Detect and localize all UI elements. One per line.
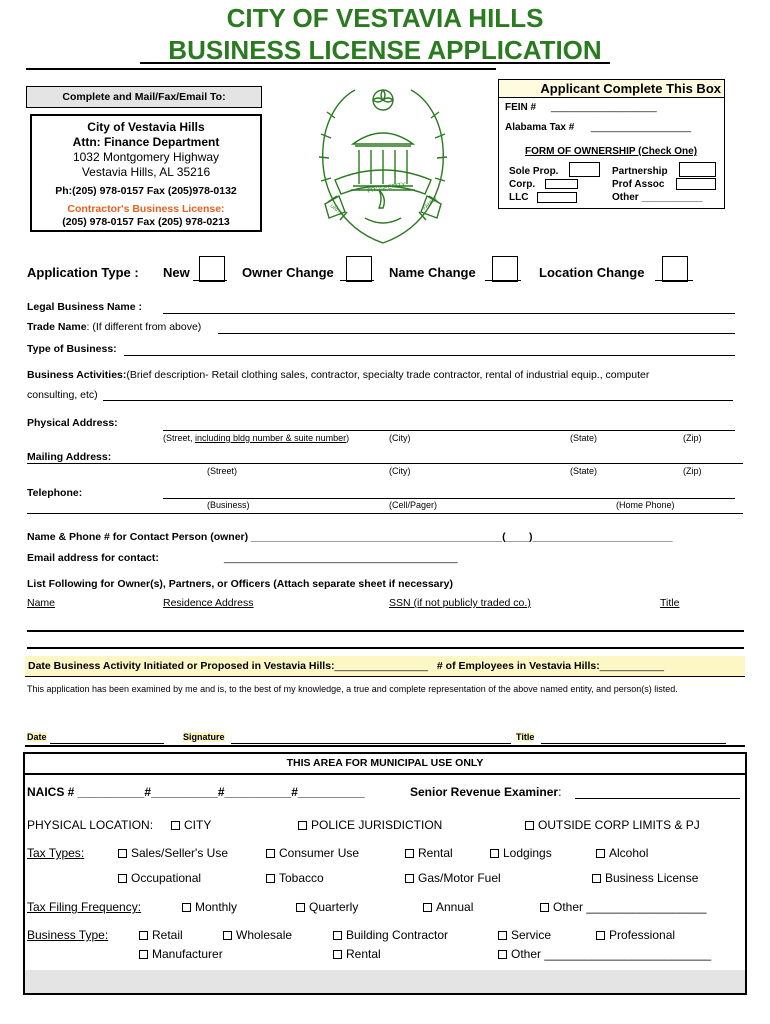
loc-police-option[interactable] (298, 818, 442, 832)
filing-other-label: Other __________________ (553, 900, 707, 914)
filing-annual-option[interactable] (423, 900, 473, 914)
tax-alcohol-label: Alcohol (609, 846, 649, 860)
bt-professional-checkbox[interactable] (596, 931, 605, 940)
trade-name-label (27, 321, 201, 333)
legal-name-label: Legal Business Name : (27, 301, 142, 313)
sole-prop-label: Sole Prop. (509, 166, 559, 177)
cert-title-field[interactable] (541, 743, 726, 744)
mail-box-header-text: Complete and Mail/Fax/Email To: (62, 91, 226, 103)
corp-label: Corp. (509, 179, 536, 190)
seal-ribbon-right: FAMILY (421, 195, 440, 212)
tax-business-license-option[interactable] (592, 871, 698, 885)
loc-city-checkbox[interactable] (171, 821, 180, 830)
filing-quarterly-checkbox[interactable] (296, 903, 305, 912)
owners-col-ssn: SSN (if not publicly traded co.) (389, 597, 531, 609)
llc-checkbox[interactable] (537, 192, 577, 203)
tax-tobacco-checkbox[interactable] (266, 874, 275, 883)
tax-consumer-checkbox[interactable] (266, 849, 275, 858)
trade-name-label-rest: : (If different from above) (86, 321, 202, 333)
physical-zip-caption: (Zip) (683, 433, 702, 443)
bt-wholesale-label: Wholesale (236, 928, 293, 942)
street-incl-post: ) (346, 433, 350, 443)
municipal-footer-band (25, 970, 745, 993)
date-initiated-field[interactable]: ________________ (334, 660, 428, 672)
bt-other-checkbox[interactable] (498, 950, 507, 959)
app-type-name-line (485, 280, 521, 281)
naics-field[interactable]: NAICS # __________#__________#__________#__________ (27, 785, 365, 799)
mail-attn: Attn: Finance Department (72, 135, 220, 149)
bt-rental-label: Rental (346, 947, 381, 961)
fein-field[interactable]: ___________________ (551, 102, 657, 113)
cert-title-label: Title (516, 732, 535, 742)
email-field[interactable]: ________________________________________ (224, 552, 458, 564)
loc-city-label: CITY (184, 818, 212, 832)
other-ownership[interactable]: Other ___________ (612, 192, 703, 203)
city-seal-icon (305, 78, 461, 248)
bt-service-label: Service (511, 928, 552, 942)
header-rule (26, 68, 496, 70)
physical-state-caption: (State) (570, 433, 598, 443)
app-type-new-checkbox[interactable] (199, 256, 225, 282)
app-type-location-line (655, 280, 693, 281)
fein-label: FEIN # (505, 102, 537, 113)
dates-row (25, 656, 745, 676)
loc-police-checkbox[interactable] (298, 821, 307, 830)
alabama-tax-label: Alabama Tax # (505, 122, 575, 133)
filing-monthly-option[interactable] (182, 900, 237, 914)
bt-service-option[interactable] (498, 928, 551, 942)
type-of-business-field[interactable] (124, 355, 735, 356)
loc-outside-option[interactable] (525, 818, 700, 832)
physical-city-caption: (City) (389, 433, 411, 443)
bt-rental-option[interactable] (333, 947, 381, 961)
mail-box-header (26, 86, 262, 108)
mail-city: Vestavia Hills, AL 35216 (81, 165, 211, 179)
bt-retail-checkbox[interactable] (139, 931, 148, 940)
mailing-zip-caption: (Zip) (683, 466, 702, 476)
tax-tobacco-option[interactable] (266, 871, 324, 885)
street-incl-pre: (Street, (163, 433, 196, 443)
tax-lodgings-label: Lodgings (503, 846, 552, 860)
type-of-business-label: Type of Business: (27, 343, 117, 355)
mailing-address-field[interactable] (27, 463, 743, 464)
municipal-header-text: THIS AREA FOR MUNICIPAL USE ONLY (286, 757, 484, 769)
seal-ribbon-left: UNITY (328, 203, 344, 218)
employees-field[interactable]: ___________ (599, 660, 664, 672)
tax-filing-label: Tax Filing Frequency: (27, 900, 142, 914)
certification-text: This application has been examined by me and is, to the best of my knowledge, a true and complete representation of the above named entity, and person(s) listed. (27, 684, 678, 694)
mail-phone: Ph:(205) 978-0157 Fax (205)978-0132 (55, 185, 237, 197)
tax-occupational-option[interactable] (118, 871, 201, 885)
mail-city-name: City of Vestavia Hills (87, 120, 205, 134)
tax-gas-option[interactable] (405, 871, 501, 885)
senior-examiner: Senior Revenue Examiner: (410, 785, 562, 799)
cell-phone-caption: (Cell/Pager) (389, 500, 438, 510)
senior-examiner-field[interactable] (575, 798, 740, 799)
title-underline (140, 62, 610, 64)
seal-ribbon-text: PROSPERITY (366, 182, 407, 195)
bt-professional-label: Professional (609, 928, 676, 942)
dates-rule (25, 676, 745, 677)
bt-building-option[interactable] (333, 928, 448, 942)
bt-building-label: Building Contractor (346, 928, 449, 942)
filing-other-option[interactable] (540, 900, 706, 914)
business-activities-cont: consulting, etc) (27, 389, 98, 401)
bt-manufacturer-label: Manufacturer (152, 947, 223, 961)
cert-date-label: Date (27, 732, 47, 742)
date-initiated-label: Date Business Activity Initiated or Proposed in Vestavia Hills: (28, 660, 335, 672)
app-type-name-change-checkbox[interactable] (492, 256, 518, 282)
tax-gas-checkbox[interactable] (405, 874, 414, 883)
owners-row-1[interactable] (27, 630, 744, 632)
mailing-street-caption: (Street) (207, 466, 238, 476)
filing-annual-checkbox[interactable] (423, 903, 432, 912)
owners-col-title: Title (660, 597, 680, 609)
trade-name-field[interactable] (218, 333, 735, 334)
physical-location-label: PHYSICAL LOCATION: (27, 818, 154, 832)
loc-city-option[interactable] (171, 818, 211, 832)
app-type-location-change-label: Location Change (539, 265, 645, 280)
app-type-owner-line (340, 280, 374, 281)
partnership-checkbox[interactable] (679, 162, 716, 177)
app-type-new-label: New (163, 265, 190, 280)
prof-assoc-checkbox[interactable] (676, 178, 716, 190)
bt-wholesale-checkbox[interactable] (223, 931, 232, 940)
app-type-new-line (193, 280, 227, 281)
sole-prop-checkbox[interactable] (569, 162, 600, 177)
owners-row-2[interactable] (27, 647, 744, 649)
app-type-owner-change-label: Owner Change (242, 265, 334, 280)
bt-manufacturer-option[interactable] (139, 947, 223, 961)
loc-outside-label: OUTSIDE CORP LIMITS & PJ (538, 818, 700, 832)
employees-label: # of Employees in Vestavia Hills: (436, 660, 600, 672)
business-type-text: Business Type (27, 928, 105, 942)
bt-other-label: Other _________________________ (511, 947, 712, 961)
filing-quarterly-option[interactable] (296, 900, 358, 914)
llc-label: LLC (509, 192, 529, 203)
ownership-title: FORM OF OWNERSHIP (Check One) (525, 146, 698, 157)
bt-retail-option[interactable] (139, 928, 183, 942)
mailing-city-caption: (City) (389, 466, 411, 476)
business-activities-label (27, 369, 649, 381)
tax-business-license-checkbox[interactable] (592, 874, 601, 883)
business-activities-rest: (Brief description- Retail clothing sales, contractor, specialty trade contractor, rental of industrial equip., computer (126, 369, 650, 381)
loc-outside-checkbox[interactable] (525, 821, 534, 830)
alabama-tax-field[interactable]: __________________ (591, 122, 692, 133)
tax-alcohol-option[interactable] (596, 846, 648, 860)
mailing-address-label: Mailing Address: (27, 451, 112, 463)
bt-other-option[interactable] (498, 947, 711, 961)
physical-address-label: Physical Address: (27, 417, 118, 429)
cert-rule (25, 745, 745, 747)
tax-occupational-checkbox[interactable] (118, 874, 127, 883)
tax-gas-label: Gas/Motor Fuel (418, 871, 501, 885)
tax-sales-checkbox[interactable] (118, 849, 127, 858)
municipal-header (25, 754, 745, 775)
tax-consumer-option[interactable] (266, 846, 359, 860)
tax-sales-option[interactable] (118, 846, 228, 860)
mail-address-box (30, 114, 262, 232)
physical-address-field[interactable] (163, 430, 735, 431)
trade-name-label-bold: Trade Name (27, 321, 87, 333)
tax-business-license-label: Business License (605, 871, 699, 885)
filing-monthly-label: Monthly (195, 900, 238, 914)
telephone-captions-rule (27, 513, 743, 514)
mail-street: 1032 Montgomery Highway (72, 150, 220, 164)
title-line1: CITY OF VESTAVIA HILLS (226, 3, 544, 33)
partnership-label: Partnership (612, 166, 668, 177)
tax-types-text: Tax Types (27, 846, 81, 860)
tax-consumer-label: Consumer Use (279, 846, 360, 860)
physical-street-caption (163, 433, 349, 443)
business-type-label: Business Type: (27, 928, 109, 942)
legal-name-field[interactable] (163, 313, 735, 314)
prof-assoc-label: Prof Assoc (612, 179, 665, 190)
cert-date-field[interactable] (50, 743, 164, 744)
app-type-owner-change-checkbox[interactable] (346, 256, 372, 282)
contact-person-field[interactable]: Name & Phone # for Contact Person (owner) ___________________________________________(____)________________________ (27, 531, 673, 543)
mailing-state-caption: (State) (570, 466, 598, 476)
home-phone-caption: (Home Phone) (616, 500, 675, 510)
telephone-field[interactable] (163, 498, 735, 499)
applicant-box-header (499, 80, 724, 98)
business-activities-bold: Business Activities: (27, 369, 127, 381)
cert-signature-label: Signature (183, 732, 225, 742)
applicant-box-header-text: Applicant Complete This Box (540, 81, 721, 96)
business-phone-caption: (Business) (207, 500, 250, 510)
bt-manufacturer-checkbox[interactable] (139, 950, 148, 959)
applicant-box (498, 79, 725, 209)
cert-signature-field[interactable] (231, 743, 511, 744)
application-type-label: Application Type : (27, 265, 139, 280)
bt-professional-option[interactable] (596, 928, 675, 942)
filing-annual-label: Annual (436, 900, 474, 914)
loc-police-label: POLICE JURISDICTION (311, 818, 443, 832)
street-incl-u: including bldg number & suite number (195, 433, 347, 443)
app-type-location-change-checkbox[interactable] (662, 256, 688, 282)
tax-tobacco-label: Tobacco (279, 871, 324, 885)
tax-alcohol-checkbox[interactable] (596, 849, 605, 858)
bt-rental-checkbox[interactable] (333, 950, 342, 959)
business-activities-field[interactable] (103, 400, 733, 401)
tax-occupational-label: Occupational (131, 871, 202, 885)
owners-col-name: Name (27, 597, 56, 609)
corp-checkbox[interactable] (545, 179, 578, 189)
title-line2: BUSINESS LICENSE APPLICATION (168, 35, 602, 65)
tax-rental-option[interactable] (405, 846, 453, 860)
owners-heading: List Following for Owner(s), Partners, or Officers (Attach separate sheet if necessary) (27, 578, 453, 590)
contractor-label: Contractor's Business License: (67, 203, 225, 215)
owners-col-residence: Residence Address (163, 597, 254, 609)
tax-filing-text: Tax Filing Frequency (27, 900, 138, 914)
app-type-name-change-label: Name Change (389, 265, 476, 280)
contractor-phone: (205) 978-0157 Fax (205) 978-0213 (62, 216, 230, 228)
filing-monthly-checkbox[interactable] (182, 903, 191, 912)
tax-types-label: Tax Types: (27, 846, 85, 860)
telephone-label: Telephone: (27, 487, 83, 499)
tax-sales-label: Sales/Seller's Use (131, 846, 228, 860)
bt-wholesale-option[interactable] (223, 928, 292, 942)
bt-building-checkbox[interactable] (333, 931, 342, 940)
tax-rental-checkbox[interactable] (405, 849, 414, 858)
email-label: Email address for contact: (27, 552, 159, 564)
tax-lodgings-checkbox[interactable] (490, 849, 499, 858)
tax-rental-label: Rental (418, 846, 453, 860)
filing-other-checkbox[interactable] (540, 903, 549, 912)
senior-examiner-label: Senior Revenue Examiner (410, 785, 559, 799)
bt-service-checkbox[interactable] (498, 931, 507, 940)
filing-quarterly-label: Quarterly (309, 900, 359, 914)
bt-retail-label: Retail (152, 928, 183, 942)
tax-lodgings-option[interactable] (490, 846, 552, 860)
